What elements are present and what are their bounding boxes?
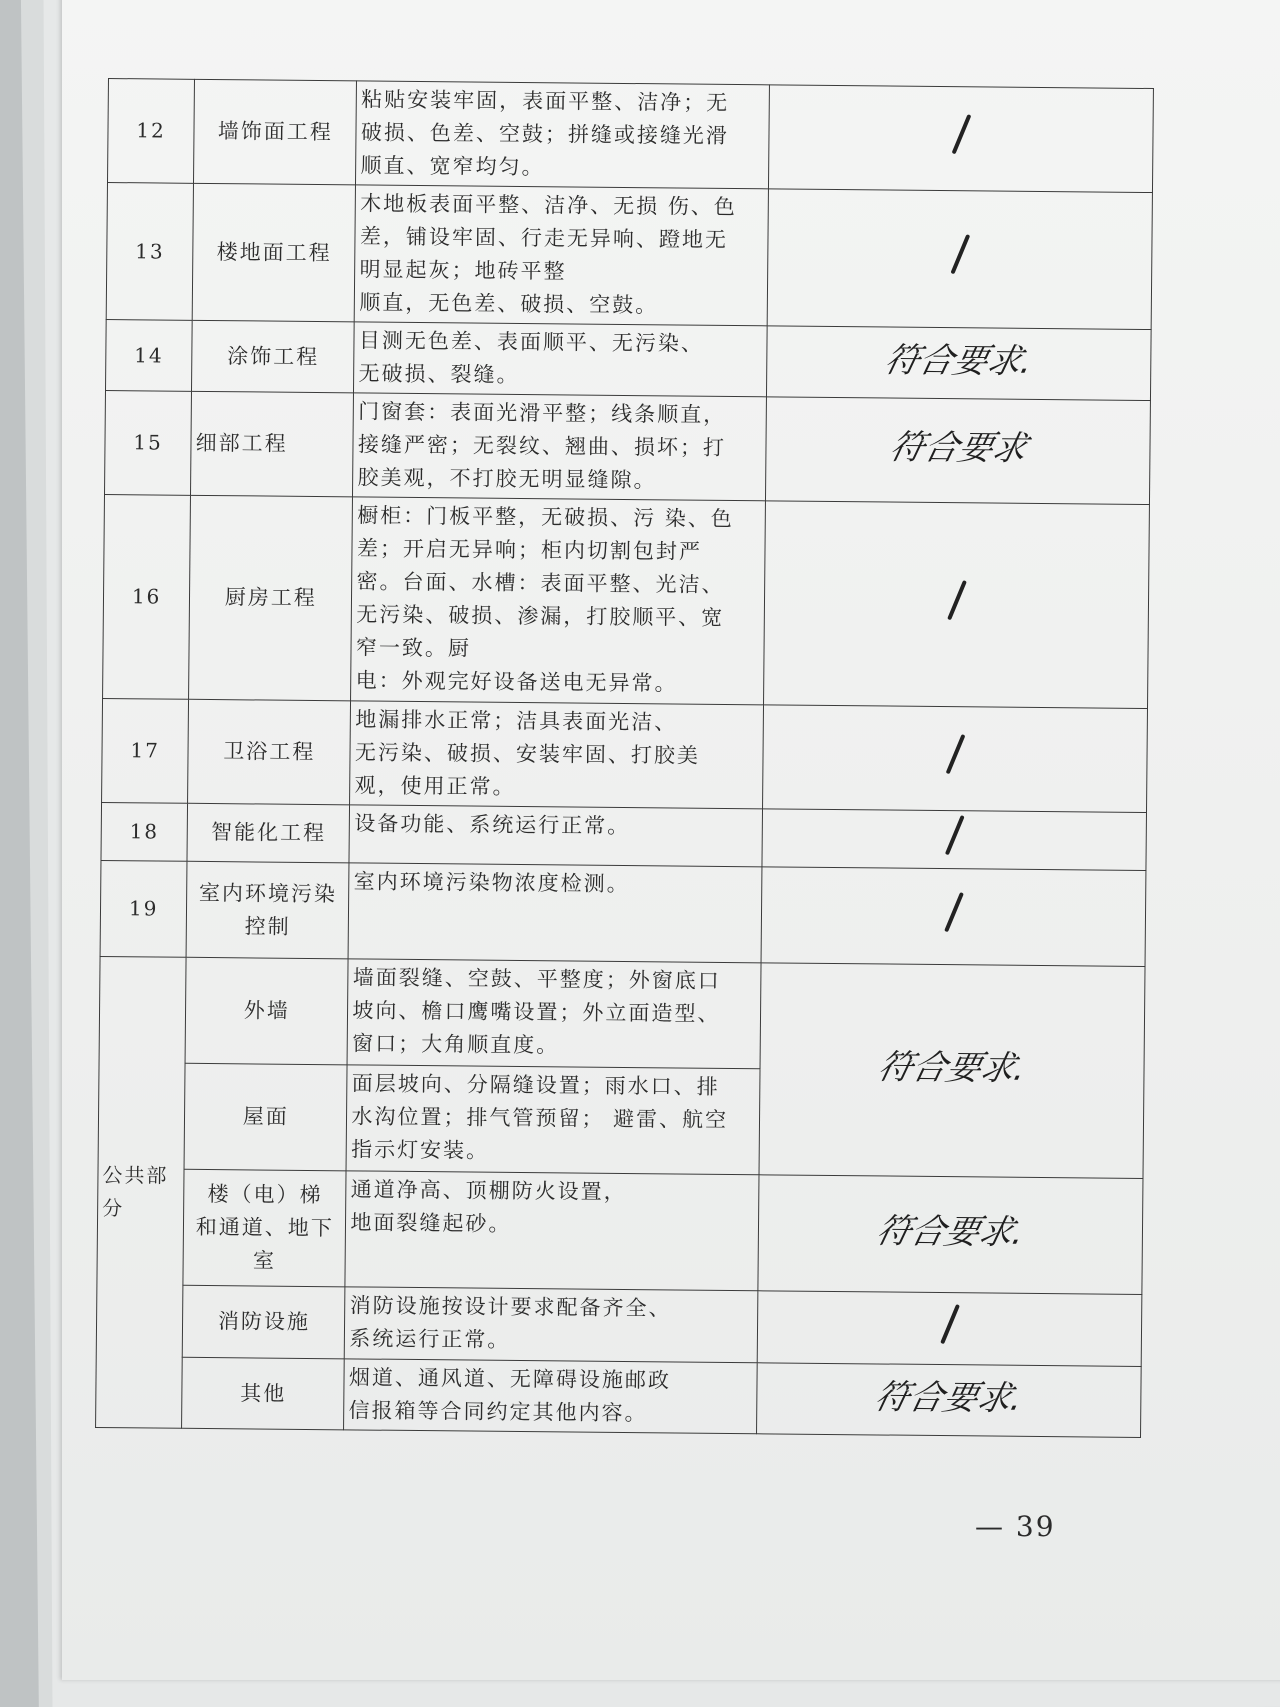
table-row xyxy=(103,494,1150,708)
standard-text: 通道净高、顶棚防火设置， 地面裂缝起砂。 xyxy=(345,1171,759,1291)
result-cell xyxy=(763,705,1148,813)
handwritten-slash xyxy=(947,580,967,620)
handwritten-result: 符合要求. xyxy=(874,1047,1031,1089)
table-row xyxy=(101,802,1147,870)
handwritten-slash xyxy=(944,814,964,854)
result-cell xyxy=(759,963,1145,1179)
public-group-label: 公共部 分 xyxy=(96,956,187,1428)
item-name: 其他 xyxy=(182,1357,345,1430)
result-cell xyxy=(757,1291,1142,1367)
table-row xyxy=(106,182,1152,329)
item-name: 消防设施 xyxy=(182,1285,345,1359)
row-number: 15 xyxy=(105,390,192,495)
table-row xyxy=(99,956,1145,1072)
item-name: 智能化工程 xyxy=(187,803,350,863)
standard-text: 木地板表面平整、洁净、无损 伤、色 差，铺设牢固、行走无异响、蹬地无 明显起灰；地砖平整 顺直，无色差、破损、空鼓。 xyxy=(355,185,769,326)
standard-text: 面层坡向、分隔缝设置；雨水口、排 水沟位置；排气管预留； 避雷、航空 指示灯安装。 xyxy=(346,1065,760,1175)
item-name: 细部工程 xyxy=(191,391,354,497)
result-cell xyxy=(761,867,1146,967)
standard-text: 室内环境污染物浓度检测。 xyxy=(348,863,762,963)
page-number: — 39 xyxy=(975,1510,1056,1543)
handwritten-slash xyxy=(944,891,964,931)
handwritten-result: 符合要求. xyxy=(871,1376,1027,1419)
handwritten-slash xyxy=(945,734,965,774)
item-name: 厨房工程 xyxy=(189,495,353,701)
item-name: 卫浴工程 xyxy=(188,699,351,805)
result-cell xyxy=(757,1363,1142,1438)
handwritten-slash xyxy=(951,114,971,154)
row-number: 18 xyxy=(101,802,188,861)
row-number: 14 xyxy=(106,319,193,391)
handwritten-slash xyxy=(940,1303,960,1343)
row-number: 12 xyxy=(107,79,194,184)
table-row xyxy=(106,319,1152,400)
table-row xyxy=(102,698,1148,812)
standard-text: 消防设施按设计要求配备齐全、 系统运行正常。 xyxy=(345,1287,758,1363)
result-cell xyxy=(758,1175,1143,1295)
row-number: 19 xyxy=(100,860,187,957)
result-cell xyxy=(762,809,1146,871)
table-row xyxy=(96,1356,1142,1437)
handwritten-result: 符合要求. xyxy=(881,340,1037,382)
row-number: 16 xyxy=(103,494,191,699)
result-cell xyxy=(766,397,1151,505)
handwritten-slash xyxy=(950,234,970,274)
standard-text: 设备功能、系统运行正常。 xyxy=(349,805,762,867)
standard-text: 橱柜：门板平整，无破损、污 染、色 差；开启无异响；柜内切割包封严 密。台面、水槽：表面平整、光洁、 无污染、破损、渗漏，打胶顺平、宽 窄一致。厨 电：外观完好设备送电无异常。 xyxy=(351,497,766,705)
item-name: 屋面 xyxy=(184,1063,347,1171)
handwritten-result: 符合要求. xyxy=(872,1211,1029,1253)
result-cell xyxy=(767,189,1152,330)
standard-text: 门窗套：表面光滑平整；线条顺直， 接缝严密；无裂纹、翘曲、损坏；打 胶美观，不打胶无明显缝隙。 xyxy=(353,393,767,501)
row-number: 17 xyxy=(102,698,189,803)
table-row xyxy=(105,390,1151,504)
row-number: 13 xyxy=(106,182,194,320)
item-name: 室内环境污染 控制 xyxy=(186,861,349,959)
item-name: 外墙 xyxy=(185,957,348,1065)
result-cell xyxy=(764,501,1150,709)
table-row xyxy=(96,1284,1142,1366)
handwritten-result: 符合要求 xyxy=(885,427,1031,469)
item-name: 楼（电）梯 和通道、地下 室 xyxy=(183,1169,346,1287)
table-row xyxy=(107,79,1153,193)
acceptance-table xyxy=(95,78,1154,1438)
item-name: 涂饰工程 xyxy=(192,320,355,393)
item-name: 墙饰面工程 xyxy=(194,79,357,185)
result-cell xyxy=(769,85,1154,193)
standard-text: 粘贴安装牢固，表面平整、洁净；无 破损、色差、空鼓；拼缝或接缝光滑 顺直、宽窄均匀。 xyxy=(356,81,770,189)
table-row xyxy=(97,1168,1143,1294)
result-cell xyxy=(767,326,1152,401)
table-row xyxy=(100,860,1146,966)
standard-text: 墙面裂缝、空鼓、平整度；外窗底口 坡向、檐口鹰嘴设置；外立面造型、 窗口；大角顺直度。 xyxy=(347,959,761,1069)
standard-text: 目测无色差、表面顺平、无污染、 无破损、裂缝。 xyxy=(354,322,767,397)
item-name: 楼地面工程 xyxy=(192,183,355,322)
standard-text: 烟道、通风道、无障碍设施邮政 信报箱等合同约定其他内容。 xyxy=(344,1359,757,1434)
standard-text: 地漏排水正常；洁具表面光洁、 无污染、破损、安装牢固、打胶美 观，使用正常。 xyxy=(350,701,764,809)
